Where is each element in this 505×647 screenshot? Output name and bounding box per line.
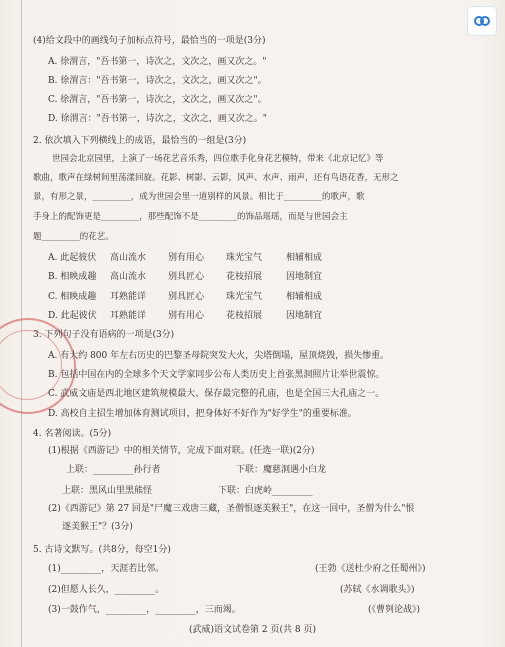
q4-sub1: (1)根据《西游记》中的相关情节，完成下面对联。(任选一联)(2分) (48, 446, 315, 456)
q4-sub2-line2: 逐美猴王"？(3分) (62, 522, 133, 532)
q5-stem: 5. 古诗文默写。(共8分，每空1分) (33, 545, 171, 555)
page-footer: (武威)语文试卷第 2 页(共 8 页) (189, 625, 316, 635)
q2-passage-line: 歌曲，歌声在绿树间里荡漾回旋。花影、树影、云影，风声、水声、雨声，还有鸟语花香，无形之 (33, 173, 399, 183)
q2-stem: 2. 依次填入下列横线上的成语，最恰当的一组是(3分) (33, 136, 247, 146)
q5-line-3: (3)一鼓作气，_________，_________，三而竭。 (48, 605, 241, 615)
q2-passage-line: 手身上的配饰更是_________，那些配饰不是_________的饰品瑶瑶，而是与世园会主 (33, 212, 348, 222)
q2-4-stem: (4)给文段中的画线句子加标点符号，最恰当的一项是(3分) (33, 36, 266, 46)
q2-passage-line: 景，有形之景，_________，成为世园会里一道别样的风景。相比于_________的歌声，歌 (33, 192, 365, 202)
q5-source-1: (王勃《送杜少府之任蜀州》) (315, 564, 426, 574)
q5-line-2: (2)但愿人长久，_________。 (48, 585, 165, 595)
q3-option-b: B. 包括中国在内的全球多个天文学家同步公布人类历史上首张黑洞照片让举世震惊。 (48, 370, 385, 380)
q4-couplet-down-1: 下联：魔慈洞遇小白龙 (236, 465, 327, 475)
q2-option-row-d: D. 此起彼伏 耳熟能详 别有用心 花枝招展 因地制宜 (48, 311, 323, 321)
q4-couplet-up-1: 上联：_________孙行者 (66, 465, 161, 475)
q3-stem: 3. 下列句子没有语病的一项是(3分) (33, 330, 175, 340)
q3-option-a: A. 有大约 800 年左右历史的巴黎圣母院突发大火，尖塔倒塌，屋顶烧毁，损失惨重。 (48, 351, 390, 361)
q2-4-option-b: B. 徐渭言："吾书第一，诗次之，文次之，画又次之"。 (48, 76, 267, 86)
q2-option-row-c: C. 相映成趣 耳熟能详 别具匠心 珠光宝气 相辅相成 (48, 292, 323, 302)
q4-sub2-line1: (2)《西游记》第 27 回是"尸魔三戏唐三藏，圣僧恨逐美猴王"，在这一回中，圣僧为什么"恨 (48, 504, 415, 514)
q2-option-row-a: A. 此起彼伏 高山流水 别有用心 珠光宝气 相辅相成 (48, 253, 323, 263)
q4-couplet-down-2: 下联：白虎岭_________ (218, 486, 313, 496)
q2-4-option-c: C. 徐渭言，"吾书第一，诗次之，文次之，画又次之"。 (48, 95, 267, 105)
q2-passage-line: 世园会北京园里，上演了一场花艺音乐秀，四位歌手化身花艺模特，带来《北京记忆》等 (52, 154, 384, 164)
q4-stem: 4. 名著阅读。(5分) (33, 429, 112, 439)
q2-4-option-a: A. 徐渭言，"吾书第一，诗次之，文次之，画又次之。" (48, 57, 267, 67)
cloud-logo-icon[interactable] (467, 6, 497, 36)
q2-4-option-d: D. 徐渭言："吾书第一，诗次之，文次之，画又次之。" (48, 114, 267, 124)
q5-source-2: (苏轼《水调歌头》) (340, 585, 415, 595)
q5-source-3: (《曹刿论战》) (368, 605, 421, 615)
q2-option-row-b: B. 相映成趣 高山流水 别具匠心 花枝招展 因地制宜 (48, 272, 323, 282)
q5-line-1: (1)_________，天涯若比邻。 (48, 564, 165, 574)
q3-option-c: C. 武威文庙是西北地区建筑规模最大、保存最完整的孔庙，也是全国三大孔庙之一。 (48, 389, 385, 399)
q4-couplet-up-2: 上联：黑风山里黑熊怪 (62, 486, 153, 496)
q2-passage-line: 题_________的花艺。 (33, 232, 114, 242)
q3-option-d: D. 高校自主招生增加体育测试项目，把身体好不好作为"好学生"的重要标准。 (48, 409, 357, 419)
